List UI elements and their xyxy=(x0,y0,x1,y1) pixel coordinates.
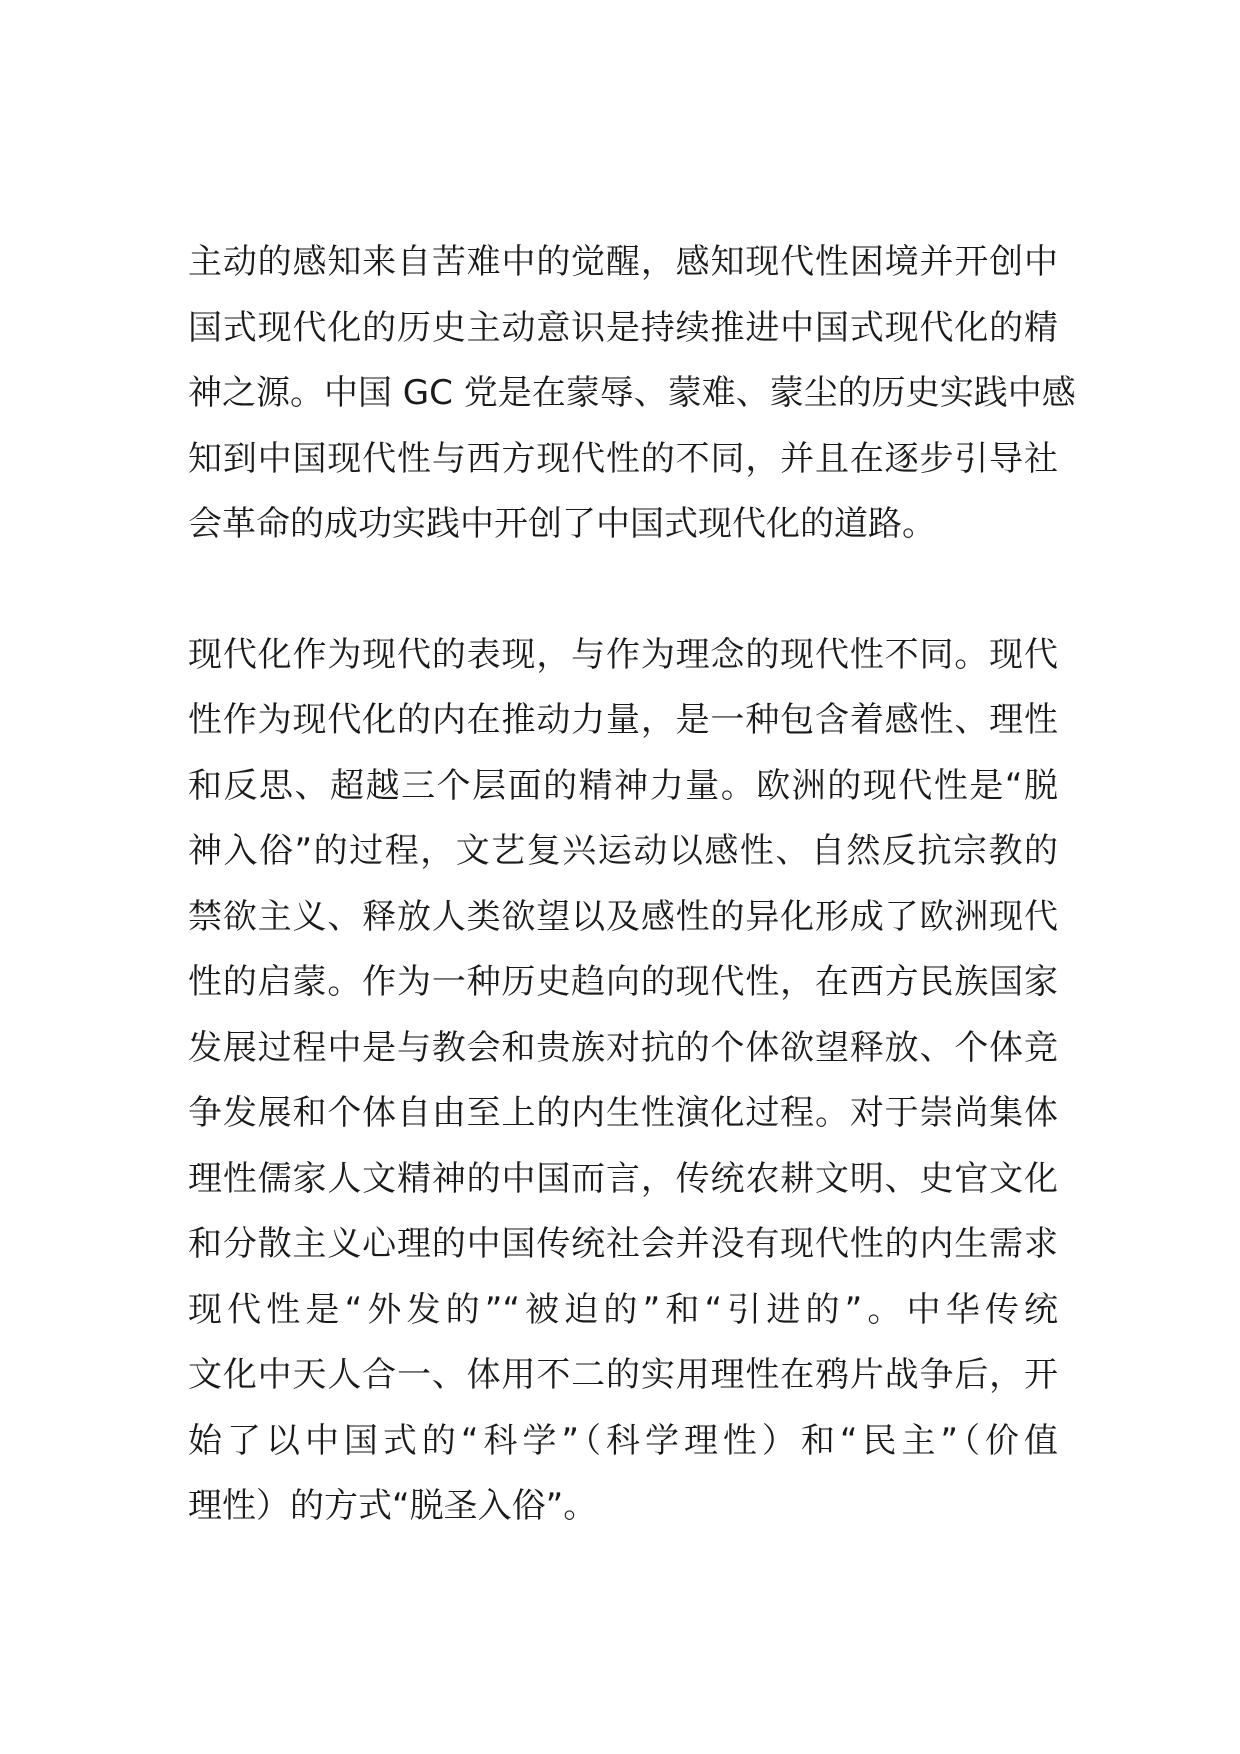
text-line: 神之源。中国 GC 党是在蒙辱、蒙难、蒙尘的历史实践中感 xyxy=(188,373,1076,413)
text-line: 现代化作为现代的表现，与作为理念的现代性不同。现代 xyxy=(188,634,1058,675)
text-line: 会革命的成功实践中开创了中国式现代化的道路。 xyxy=(188,504,936,544)
text-line: 理性）的方式“脱圣入俗”。 xyxy=(188,1486,598,1526)
text-line: 主动的感知来自苦难中的觉醒，感知现代性困境并开创中 xyxy=(188,242,1058,282)
text-line: 性作为现代化的内在推动力量，是一种包含着感性、理性 xyxy=(188,700,1058,740)
text-line: 文化中天人合一、体用不二的实用理性在鸦片战争后，开 xyxy=(188,1355,1058,1395)
text-line: 神入俗”的过程，文艺复兴运动以感性、自然反抗宗教的 xyxy=(188,831,1058,871)
text-line: 争发展和个体自由至上的内生性演化过程。对于崇尚集体 xyxy=(188,1093,1058,1133)
text-line: 和分散主义心理的中国传统社会并没有现代性的内生需求 xyxy=(188,1224,1058,1264)
text-line: 性的启蒙。作为一种历史趋向的现代性，在西方民族国家 xyxy=(188,962,1058,1002)
text-line: 发展过程中是与教会和贵族对抗的个体欲望释放、个体竞 xyxy=(188,1027,1058,1068)
document-body xyxy=(188,230,1076,1540)
text-line: 国式现代化的历史主动意识是持续推进中国式现代化的精 xyxy=(188,307,1058,348)
text-line: 和反思、超越三个层面的精神力量。欧洲的现代性是“脱 xyxy=(188,765,1058,806)
text-line: 禁欲主义、释放人类欲望以及感性的异化形成了欧洲现代 xyxy=(188,896,1058,937)
text-line: 知到中国现代性与西方现代性的不同，并且在逐步引导社 xyxy=(188,438,1058,479)
text-line: 现代性是“外发的”“被迫的”和“引进的”。中华传统 xyxy=(188,1289,1058,1330)
paragraph-1 xyxy=(188,230,1076,558)
text-line: 始了以中国式的“科学”（科学理性）和“民主”（价值 xyxy=(188,1420,1058,1461)
paragraph-2 xyxy=(188,623,1058,1540)
text-line: 理性儒家人文精神的中国而言，传统农耕文明、史官文化 xyxy=(188,1158,1058,1199)
